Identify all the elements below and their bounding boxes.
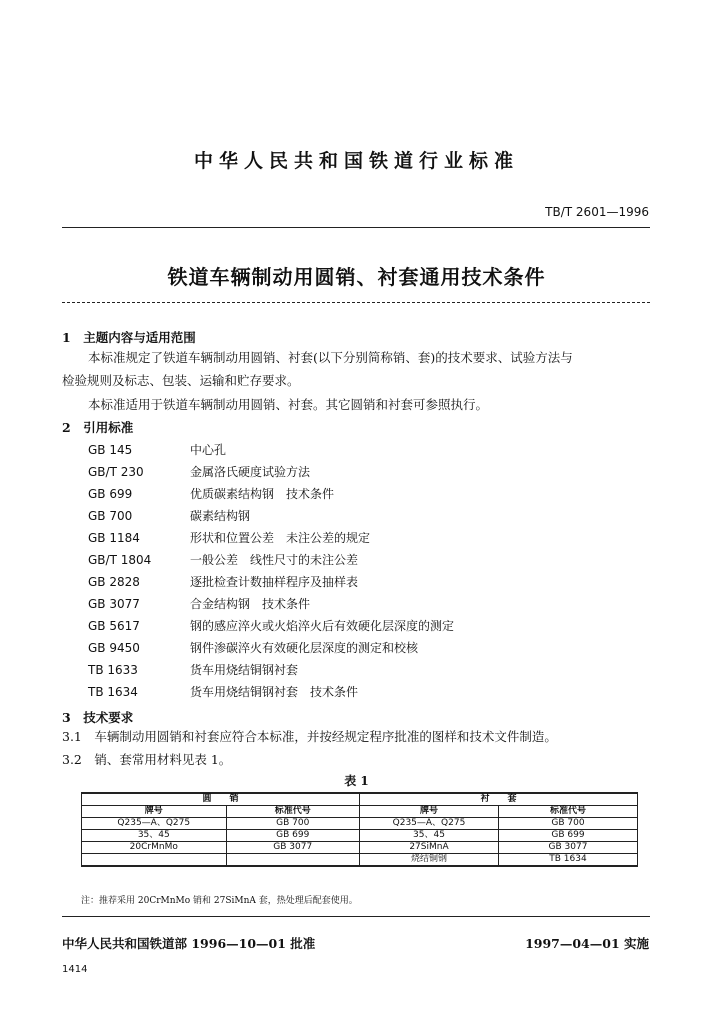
section-1-para-1-line-1: 本标准规定了铁道车辆制动用圆销、衬套(以下分别简称销、套)的技术要求、试验方法与 bbox=[88, 350, 573, 365]
org-title: 中华人民共和国铁道行业标准 bbox=[193, 150, 519, 172]
reference-title: 中心孔 bbox=[190, 443, 227, 457]
reference-title: 钢件渗碳淬火有效硬化层深度的测定和校核 bbox=[190, 641, 419, 655]
bush-grade-cell: 35、45 bbox=[359, 830, 498, 842]
reference-title: 钢的感应淬火或火焰淬火后有效硬化层深度的测定 bbox=[190, 619, 455, 633]
reference-code: GB 5617 bbox=[88, 619, 140, 633]
reference-row bbox=[88, 639, 418, 656]
section-1-para-2: 本标准适用于铁道车辆制动用圆销、衬套。其它圆销和衬套可参照执行。 bbox=[88, 397, 489, 412]
reference-row bbox=[88, 595, 310, 612]
reference-code: GB/T 1804 bbox=[88, 553, 152, 567]
bush-std-cell: TB 1634 bbox=[498, 854, 637, 867]
table-row bbox=[82, 842, 638, 854]
reference-title: 货车用烧结铜钢衬套 bbox=[190, 663, 299, 677]
reference-code: GB 145 bbox=[88, 443, 133, 457]
table-note: 注：推荐采用 20CrMnMo 销和 27SiMnA 套，热处理后配套使用。 bbox=[81, 896, 358, 906]
reference-row bbox=[88, 551, 358, 568]
reference-code: GB 3077 bbox=[88, 597, 140, 611]
col-header-grade: 牌号 bbox=[359, 806, 498, 818]
bush-std-cell: GB 700 bbox=[498, 818, 637, 830]
table-caption: 表 1 bbox=[344, 774, 369, 788]
pin-grade-cell: 20CrMnMo bbox=[82, 842, 227, 854]
reference-row bbox=[88, 617, 454, 634]
reference-code: GB 1184 bbox=[88, 531, 140, 545]
pin-std-cell: GB 3077 bbox=[226, 842, 359, 854]
reference-title: 逐批检查计数抽样程序及抽样表 bbox=[190, 575, 359, 589]
reference-code: GB 9450 bbox=[88, 641, 140, 655]
reference-title: 碳素结构钢 bbox=[190, 509, 251, 523]
table-column-header-row bbox=[82, 806, 638, 818]
bush-grade-cell: 27SiMnA bbox=[359, 842, 498, 854]
col-header-grade: 牌号 bbox=[82, 806, 227, 818]
pin-std-cell bbox=[226, 854, 359, 867]
col-header-std: 标准代号 bbox=[498, 806, 637, 818]
reference-row bbox=[88, 661, 298, 678]
reference-row bbox=[88, 485, 334, 502]
reference-code: GB 699 bbox=[88, 487, 133, 501]
col-header-std: 标准代号 bbox=[226, 806, 359, 818]
section-2-heading: 2 引用标准 bbox=[62, 420, 134, 435]
materials-table bbox=[81, 792, 638, 867]
reference-title: 金属洛氏硬度试验方法 bbox=[190, 465, 311, 479]
approval-line: 中华人民共和国铁道部 1996—10—01 批准 bbox=[62, 936, 316, 951]
reference-title: 合金结构钢 技术条件 bbox=[190, 597, 311, 611]
reference-code: GB 700 bbox=[88, 509, 133, 523]
footer-rule bbox=[62, 916, 650, 917]
title-rule bbox=[62, 302, 650, 303]
section-1-para-1-line-2: 检验规则及标志、包装、运输和贮存要求。 bbox=[62, 373, 300, 388]
reference-row bbox=[88, 507, 250, 524]
table-row bbox=[82, 830, 638, 842]
page-number: 1414 bbox=[62, 964, 88, 975]
pin-grade-cell bbox=[82, 854, 227, 867]
reference-code: GB 2828 bbox=[88, 575, 140, 589]
table-row bbox=[82, 818, 638, 830]
reference-row bbox=[88, 529, 370, 546]
pin-grade-cell: 35、45 bbox=[82, 830, 227, 842]
section-3-2: 3.2 销、套常用材料见表 1。 bbox=[62, 752, 232, 767]
bush-std-cell: GB 699 bbox=[498, 830, 637, 842]
reference-title: 形状和位置公差 未注公差的规定 bbox=[190, 531, 371, 545]
section-1-heading: 1 主题内容与适用范围 bbox=[62, 330, 196, 345]
reference-title: 一般公差 线性尺寸的未注公差 bbox=[190, 553, 359, 567]
bush-grade-cell: Q235—A、Q275 bbox=[359, 818, 498, 830]
group-header-pin: 圆 销 bbox=[82, 793, 360, 806]
section-3-heading: 3 技术要求 bbox=[62, 710, 134, 725]
pin-std-cell: GB 699 bbox=[226, 830, 359, 842]
reference-row bbox=[88, 683, 358, 700]
reference-title: 货车用烧结铜钢衬套 技术条件 bbox=[190, 685, 359, 699]
table-group-header-row bbox=[82, 793, 638, 806]
pin-grade-cell: Q235—A、Q275 bbox=[82, 818, 227, 830]
standard-number: TB/T 2601—1996 bbox=[545, 205, 649, 219]
header-rule bbox=[62, 227, 650, 228]
group-header-bush: 衬 套 bbox=[359, 793, 637, 806]
reference-row bbox=[88, 573, 358, 590]
reference-code: TB 1633 bbox=[88, 663, 138, 677]
section-3-1: 3.1 车辆制动用圆销和衬套应符合本标准，并按经规定程序批准的图样和技术文件制造。 bbox=[62, 729, 557, 744]
table-row bbox=[82, 854, 638, 867]
reference-code: TB 1634 bbox=[88, 685, 138, 699]
reference-row bbox=[88, 463, 310, 480]
bush-std-cell: GB 3077 bbox=[498, 842, 637, 854]
pin-std-cell: GB 700 bbox=[226, 818, 359, 830]
document-title: 铁道车辆制动用圆销、衬套通用技术条件 bbox=[167, 265, 546, 289]
reference-row bbox=[88, 441, 226, 458]
bush-grade-cell: 烧结铜钢 bbox=[359, 854, 498, 867]
reference-title: 优质碳素结构钢 技术条件 bbox=[190, 487, 335, 501]
implementation-date: 1997—04—01 实施 bbox=[525, 936, 649, 951]
reference-code: GB/T 230 bbox=[88, 465, 144, 479]
